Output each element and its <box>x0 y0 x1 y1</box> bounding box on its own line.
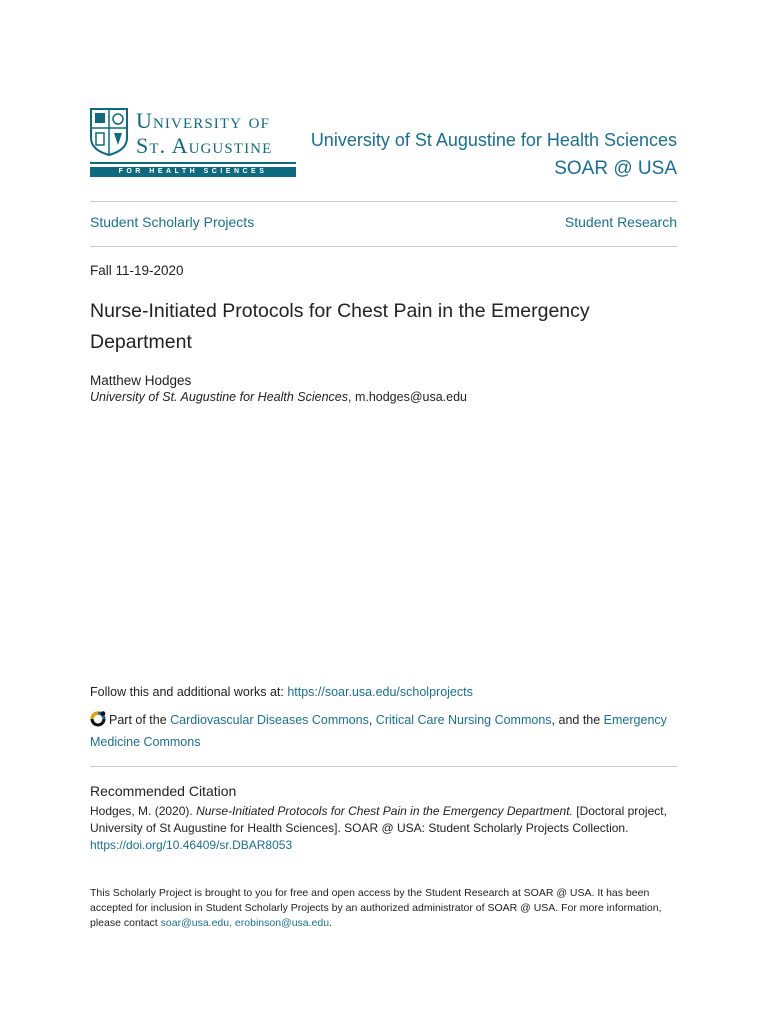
paper-title: Nurse-Initiated Protocols for Chest Pain in the Emergency Department <box>90 300 590 353</box>
follow-label: Follow this and additional works at: <box>90 685 288 699</box>
repository-link[interactable]: SOAR @ USA <box>554 158 677 179</box>
citation-heading: Recommended Citation <box>90 783 237 799</box>
commons-link-cardiovascular[interactable]: Cardiovascular Diseases Commons <box>170 713 369 727</box>
citation-body: [Doctoral project, University of St Augustine for Health Sciences]. SOAR @ USA: Student Scholarly Projects Collection. <box>90 804 667 835</box>
citation-prefix: Hodges, M. (2020). <box>90 804 197 818</box>
logo-text-line1: University of <box>136 108 271 133</box>
follow-link[interactable]: https://soar.usa.edu/scholprojects <box>287 685 473 699</box>
contact-email-link[interactable]: soar@usa.edu, erobinson@usa.edu <box>160 917 330 929</box>
author-email: , m.hodges@usa.edu <box>348 390 468 404</box>
shield-crest-icon <box>90 108 128 156</box>
logo-divider <box>90 162 296 164</box>
nav-divider <box>90 246 677 247</box>
doi-link[interactable]: https://doi.org/10.46409/sr.DBAR8053 <box>90 838 293 852</box>
commons-link-emergency-medicine[interactable]: Emergency Medicine Commons <box>90 713 667 749</box>
part-of-line <box>90 709 680 753</box>
part-of-label: Part of the <box>109 713 171 727</box>
access-statement-text: This Scholarly Project is brought to you for free and open access by the Student Research at SOAR @ USA. It has been accepted for inclusion in Student Scholarly Projects by an authorized administrator of SOAR @ USA. For more information, please contact <box>90 887 662 929</box>
community-link[interactable]: Student Research <box>564 214 677 230</box>
affiliation-name: University of St. Augustine for Health Sciences <box>90 390 348 404</box>
author-affiliation <box>90 390 467 404</box>
network-commons-icon <box>90 710 107 727</box>
commons-link-critical-care[interactable]: Critical Care Nursing Commons <box>375 713 552 727</box>
header-divider <box>90 201 677 202</box>
access-statement-end: . <box>329 917 332 929</box>
citation-text <box>90 803 670 854</box>
citation-divider <box>90 766 677 767</box>
citation-title: Nurse-Initiated Protocols for Chest Pain in the Emergency Department. <box>196 804 573 818</box>
header-links <box>311 128 677 181</box>
institution-link[interactable]: University of St Augustine for Health Sciences <box>310 130 677 150</box>
author-name: Matthew Hodges <box>90 373 192 388</box>
university-logo[interactable] <box>90 108 296 178</box>
logo-tagline: FOR HEALTH SCIENCES <box>90 167 296 177</box>
logo-text-line2: St. Augustine <box>136 133 273 158</box>
part-of-separator-2: , and the <box>551 713 604 727</box>
access-statement <box>90 886 680 931</box>
publication-date: Fall 11-19-2020 <box>90 263 184 278</box>
follow-line <box>90 685 473 699</box>
part-of-separator-1: , <box>368 713 376 727</box>
collection-link[interactable]: Student Scholarly Projects <box>90 214 255 230</box>
